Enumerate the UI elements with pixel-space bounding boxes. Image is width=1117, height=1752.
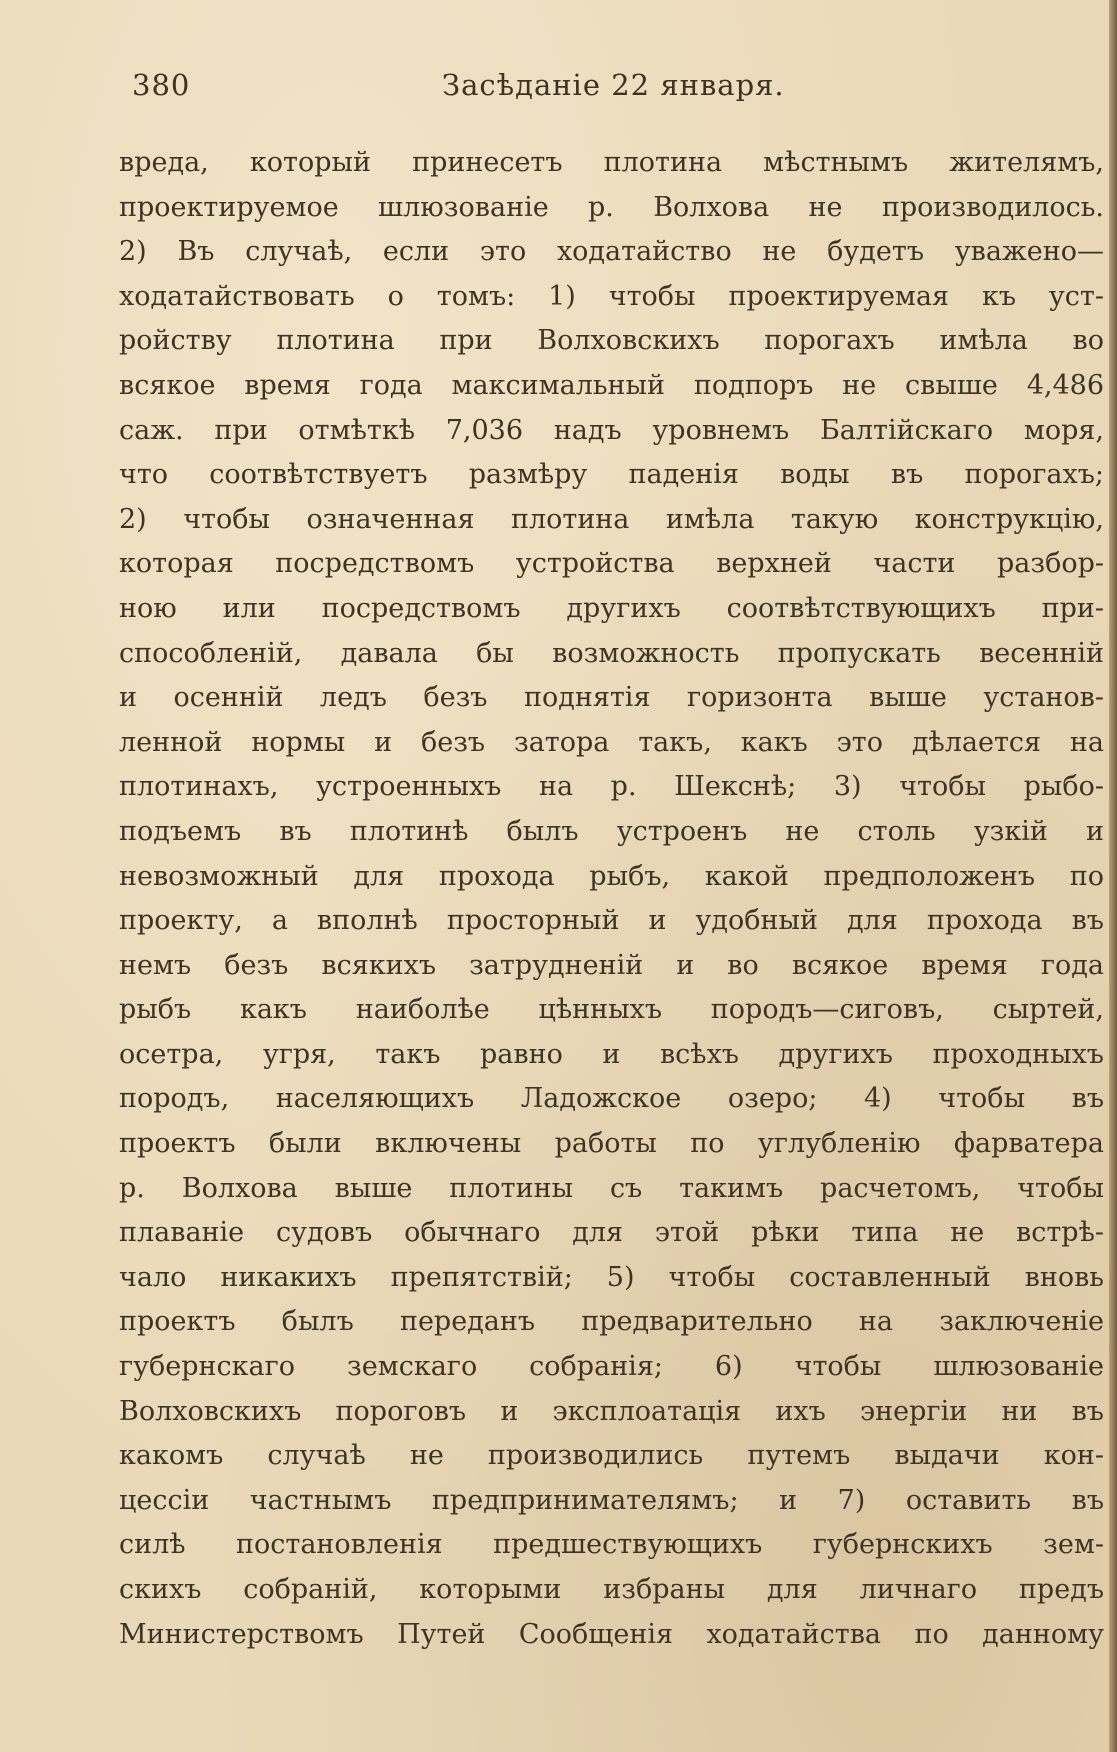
text-line: плотинахъ, устроенныхъ на р. Шекснѣ; 3) чтобы рыбо- [119, 771, 1104, 803]
text-line: проекту, а вполнѣ просторный и удобный для прохода въ [119, 905, 1104, 937]
text-line: которая посредствомъ устройства верхней части разбор- [119, 548, 1104, 580]
text-line: 2) Въ случаѣ, если это ходатайство не будетъ уважено— [119, 236, 1104, 268]
text-line: р. Волхова выше плотины съ такимъ расчетомъ, чтобы [119, 1172, 1104, 1204]
text-line: проектируемое шлюзованіе р. Волхова не производилось. [119, 191, 1104, 223]
text-line: невозможный для прохода рыбъ, какой предположенъ по [119, 860, 1104, 892]
text-line: способленій, давала бы возможность пропускать весенній [119, 637, 1104, 669]
text-line: вреда, который принесетъ плотина мѣстнымъ жителямъ, [119, 147, 1104, 178]
text-line: ходатайствовать о томъ: 1) чтобы проектируемая къ уст- [119, 280, 1104, 312]
text-line: Волховскихъ пороговъ и эксплоатація ихъ энергіи ни въ [119, 1395, 1104, 1427]
text-line: что соотвѣтствуетъ размѣру паденія воды въ порогахъ; [119, 459, 1104, 491]
text-line: рыбъ какъ наиболѣе цѣнныхъ породъ—сиговъ, сыртей, [119, 994, 1104, 1026]
text-line: ройству плотина при Волховскихъ порогахъ имѣла во [119, 325, 1104, 357]
page-header [132, 68, 1062, 108]
page-number: 380 [132, 68, 191, 102]
text-line: проектъ былъ переданъ предварительно на заключеніе [119, 1306, 1104, 1338]
text-line: ною или посредствомъ другихъ соотвѣтствующихъ при- [119, 592, 1104, 624]
text-line: губернскаго земскаго собранія; 6) чтобы шлюзованіе [119, 1351, 1104, 1383]
text-line: и осенній ледъ безъ поднятія горизонта выше установ- [119, 682, 1104, 714]
text-line: всякое время года максимальный подпоръ не свыше 4,486 [119, 369, 1104, 401]
text-line: саж. при отмѣткѣ 7,036 надъ уровнемъ Балтійскаго моря, [119, 414, 1104, 446]
running-head: Засѣданіе 22 января. [442, 68, 785, 102]
text-line: проектъ были включены работы по углубленію фарватера [119, 1128, 1104, 1160]
text-line: породъ, населяющихъ Ладожское озеро; 4) чтобы въ [119, 1083, 1104, 1115]
text-line: немъ безъ всякихъ затрудненій и во всякое время года [119, 949, 1104, 981]
text-line: скихъ собраній, которыми избраны для личнаго предъ [119, 1574, 1104, 1605]
text-line: подъемъ въ плотинѣ былъ устроенъ не столь узкій и [119, 815, 1104, 847]
page-edge-shadow [1109, 0, 1117, 1752]
text-line: 2) чтобы означенная плотина имѣла такую конструкцію, [119, 503, 1104, 535]
text-line: цессіи частнымъ предпринимателямъ; и 7) оставить въ [119, 1484, 1104, 1516]
text-line: силѣ постановленія предшествующихъ губернскихъ зем- [119, 1529, 1104, 1561]
text-line: Министерствомъ Путей Сообщенія ходатайства по данному [119, 1618, 1104, 1650]
text-line: осетра, угря, такъ равно и всѣхъ другихъ проходныхъ [119, 1038, 1104, 1070]
text-line: чало никакихъ препятствій; 5) чтобы составленный вновь [119, 1261, 1104, 1293]
text-line: плаваніе судовъ обычнаго для этой рѣки типа не встрѣ- [119, 1217, 1104, 1249]
text-line: ленной нормы и безъ затора такъ, какъ это дѣлается на [119, 726, 1104, 758]
text-line: какомъ случаѣ не производились путемъ выдачи кон- [119, 1440, 1104, 1472]
body-text [119, 141, 1104, 1657]
